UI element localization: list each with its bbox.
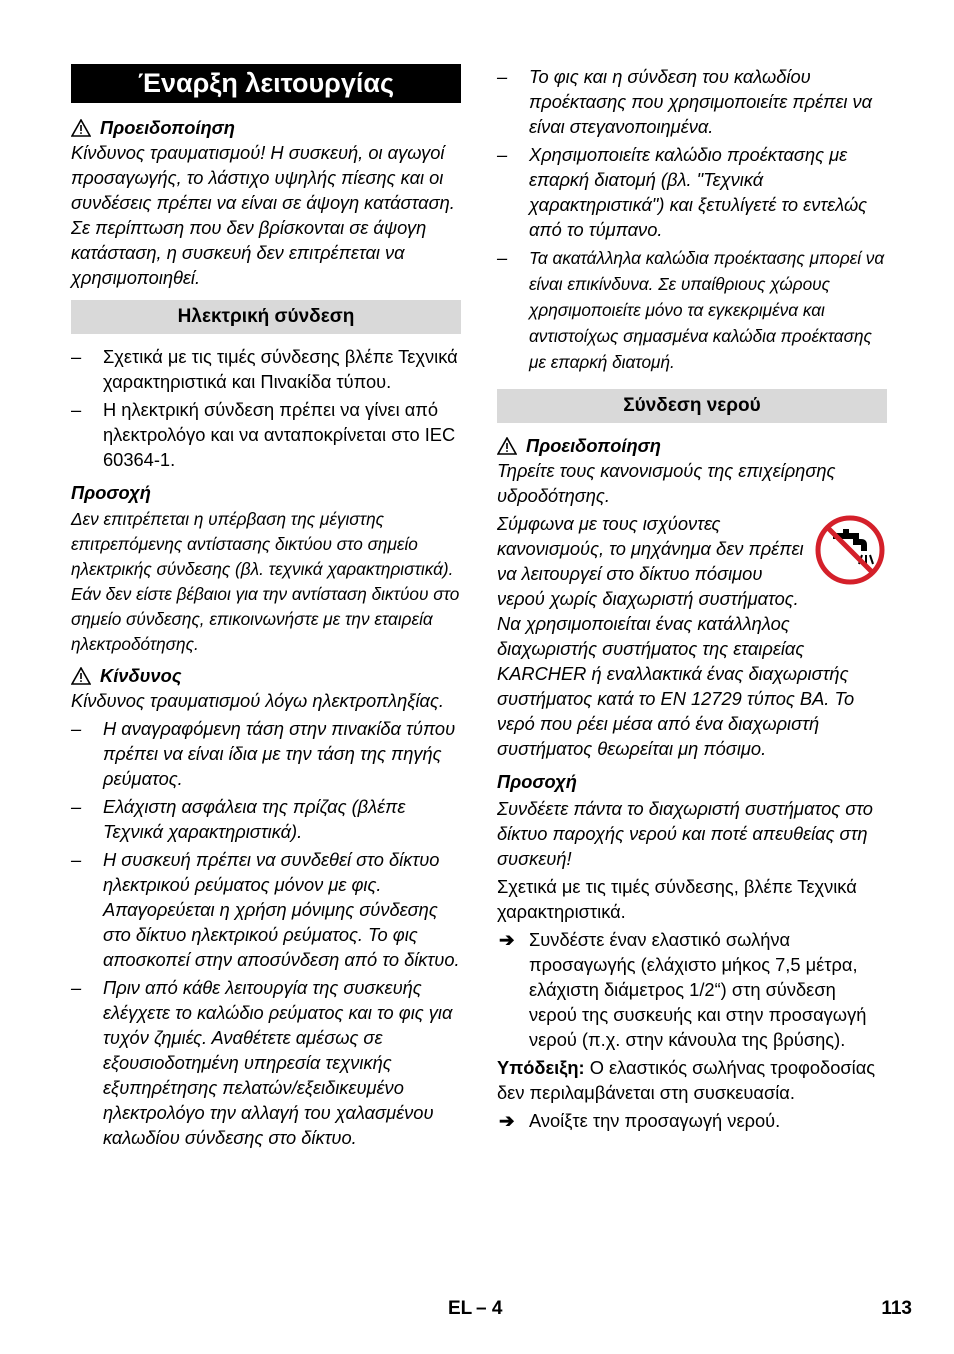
water-warning-block	[497, 511, 887, 761]
warning-triangle-icon	[71, 119, 91, 137]
note: Υπόδειξη: Ο ελαστικός σωλήνας τροφοδοσίας δεν περιλαμβάνεται στη συσκευασία.	[497, 1057, 876, 1103]
right-column	[497, 64, 887, 1136]
list-item: – Το φις και η σύνδεση του καλωδίου προέκτασης που χρησιμοποιείτε πρέπει να είναι στεγανοποιημένα.	[497, 66, 873, 137]
no-drinking-water-icon	[813, 513, 887, 587]
list-item: – Τα ακατάλληλα καλώδια προέκτασης μπορεί να είναι επικίνδυνα. Σε υπαίθριους χώρους χρησιμοποιείτε μόνο τα εγκεκριμένα και αντιστοίχως σημασμένα καλώδια προέκτασης με επαρκή διατομή.	[497, 247, 885, 372]
step-list	[497, 1108, 887, 1133]
warning-text: Κίνδυνος τραυματισμού! Η συσκευή, οι αγωγοί προσαγωγής, το λάστιχο υψηλής πίεσης και οι συνδέσεις πρέπει να είναι σε άψογη κατάσταση. Σε περίπτωση που δεν βρίσκονται σε άψογη κατάσταση, η συσκευή δεν επιτρέπεται να χρησιμοποιηθεί.	[71, 142, 455, 288]
warning-heading: Προειδοποίηση	[497, 433, 887, 458]
warning-text: Τηρείτε τους κανονισμούς της επιχείρησης υδροδότησης.	[497, 460, 836, 506]
warning-triangle-icon	[71, 667, 91, 685]
extension-cable-list	[497, 64, 887, 375]
section-title-water: Σύνδεση νερού	[497, 389, 887, 423]
caution-text: Συνδέετε πάντα το διαχωριστή συστήματος στο δίκτυο παροχής νερού και ποτέ απευθείας στη συσκευή!	[497, 798, 873, 869]
list-item: – Η συσκευή πρέπει να συνδεθεί στο δίκτυο ηλεκτρικού ρεύματος μόνον με φις. Απαγορεύεται η χρήση μόνιμης σύνδεσης στο δίκτυο ηλεκτρικού ρεύματος. Το φις αποσκοπεί στην αποσύνδεση από το δίκτυο.	[71, 849, 460, 970]
list-item: – Η ηλεκτρική σύνδεση πρέπει να γίνει από ηλεκτρολόγο και να ανταποκρίνεται στο IEC 60364-1.	[71, 399, 456, 470]
section-title-electric: Ηλεκτρική σύνδεση	[71, 300, 461, 334]
danger-heading: Κίνδυνος	[71, 663, 461, 688]
danger-text: Κίνδυνος τραυματισμού λόγω ηλεκτροπληξίας.	[71, 690, 444, 711]
step-list	[497, 927, 887, 1052]
list-item: – Πριν από κάθε λειτουργία της συσκευής ελέγχετε το καλώδιο ρεύματος και το φις για τυχόν ζημιές. Αναθέτετε αμέσως σε εξουσιοδοτημένη υπηρεσία τεχνικής εξυπηρέτησης πελατών/εξειδικευμένο ηλεκτρολόγο την αλλαγή του χαλασμένου καλωδίου σύνδεσης στο δίκτυο.	[71, 977, 453, 1148]
footer-language: EL	[448, 1298, 473, 1319]
electric-list	[71, 344, 461, 472]
caution-heading: Προσοχή	[71, 482, 151, 503]
list-item: – Η αναγραφόμενη τάση στην πινακίδα τύπου πρέπει να είναι ίδια με την τάση της πηγής ρεύματος.	[71, 718, 456, 789]
warning-triangle-icon	[497, 437, 517, 455]
list-item: – Χρησιμοποιείτε καλώδιο προέκτασης με επαρκή διατομή (βλ. "Τεχνικά χαρακτηριστικά") και ξετυλίγετέ το εντελώς από το τύμπανο.	[497, 144, 868, 240]
list-item: ➔ Συνδέστε έναν ελαστικό σωλήνα προσαγωγής (ελάχιστο μήκος 7,5 μέτρα, ελάχιστη διάμετρος 1/2“) στη σύνδεση νερού της συσκευής και στην προσαγωγή νερού (π.χ. στην κάνουλα της βρύσης).	[499, 929, 867, 1050]
caution-heading: Προσοχή	[497, 771, 577, 792]
warning-text: Σύμφωνα με τους ισχύοντες κανονισμούς, το μηχάνημα δεν πρέπει να λειτουργεί στο δίκτυο πόσιμου νερού χωρίς διαχωριστή συστήματος. Να χρησιμοποιείται ένας κατάλληλος διαχωριστής συστήματος της εταιρείας KARCHER ή εναλλακτικά ένας διαχωριστής συστήματος κατά το EN 12729 τύπος BA. Το νερό που ρέει μέσα από ένα διαχωριστή συστήματος θεωρείται μη πόσιμο.	[497, 513, 855, 759]
left-column	[71, 64, 461, 1153]
warning-heading: Προειδοποίηση	[71, 115, 461, 140]
list-item: ➔ Ανοίξτε την προσαγωγή νερού.	[499, 1110, 781, 1131]
arrow-right-icon: ➔	[499, 1110, 515, 1131]
list-item: – Ελάχιστη ασφάλεια της πρίζας (βλέπε Τεχνικά χαρακτηριστικά).	[71, 796, 406, 842]
danger-list	[71, 716, 461, 1150]
footer-section-page: – 4	[476, 1298, 503, 1319]
page-title: Έναρξη λειτουργίας	[71, 64, 461, 103]
caution-text: Δεν επιτρέπεται η υπέρβαση της μέγιστης επιτρεπόμενης αντίστασης δικτύου στο σημείο ηλεκτρικής σύνδεσης (βλ. τεχνικά χαρακτηριστικά). Εάν δεν είστε βέβαιοι για την αντίσταση δικτύου στο σημείο σύνδεσης, επικοινωνήστε με την εταιρεία ηλεκτροδότησης.	[71, 509, 460, 654]
page-number: 113	[881, 1298, 912, 1319]
arrow-right-icon: ➔	[499, 929, 515, 950]
values-text: Σχετικά με τις τιμές σύνδεσης, βλέπε Τεχνικά χαρακτηριστικά.	[497, 876, 857, 922]
list-item: – Σχετικά με τις τιμές σύνδεσης βλέπε Τεχνικά χαρακτηριστικά και Πινακίδα τύπου.	[71, 346, 458, 392]
